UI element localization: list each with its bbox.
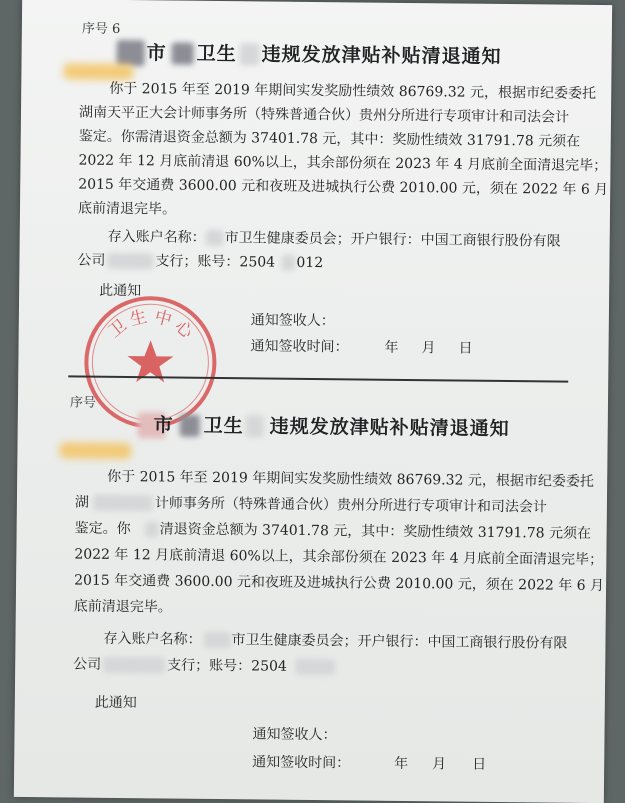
- sign-year: 年: [384, 339, 399, 356]
- notice-title: 违规发放津贴补贴清退通知: [269, 415, 510, 441]
- sign-person-label: 通知签收人：: [252, 726, 337, 744]
- paragraph-line: 你于 2015 年至 2019 年期间实发奖励性绩效 86769.32 元，根据市纪委委托: [109, 80, 597, 102]
- paragraph-line: 2015 年交通费 3600.00 元和夜班及进城执行公费 2010.00 元，须在 2022 年 6 月: [78, 176, 609, 199]
- redaction: [180, 415, 200, 437]
- redaction: [206, 230, 224, 246]
- redaction: [281, 255, 295, 271]
- paragraph-line: 湖南天平正大会计师事务所（特殊普通合伙）贵州分所进行专项审计和司法会计: [78, 104, 570, 126]
- paragraph-line: 鉴定。你: [74, 520, 131, 538]
- redaction: [116, 40, 144, 66]
- paragraph-line: 计师事务所（特殊普通合伙）贵州分所进行专项审计和司法会计: [154, 495, 547, 516]
- account-name-value: 市卫生健康委员会；开户银行：中国工商银行股份有限: [231, 632, 568, 652]
- highlight-mark: [59, 442, 131, 459]
- notice-title-city: 市: [153, 414, 174, 437]
- document-page: [14, 0, 612, 803]
- paragraph-line: 底前清退完毕。: [77, 200, 177, 218]
- sequence-number: 序号: [69, 395, 97, 411]
- paragraph-line: 底前清退完毕。: [73, 598, 172, 616]
- redaction: [240, 43, 260, 65]
- paragraph-line: 2022 年 12 月底前清退 60%以上，其余部份须在 2023 年 4 月底前全面清退完毕；: [78, 152, 608, 175]
- sign-day: 日: [458, 340, 473, 357]
- redaction: [145, 521, 159, 537]
- sequence-number: 序号 6: [81, 21, 121, 37]
- account-number: 支行；账号：2504: [155, 253, 276, 271]
- notice-title: 违规发放津贴补贴清退通知: [261, 43, 502, 68]
- account-line: 公司: [77, 252, 106, 269]
- sign-time-label: 通知签收时间：: [250, 338, 349, 356]
- redaction: [203, 632, 231, 648]
- notice-closing: 此通知: [94, 694, 137, 712]
- redaction: [93, 495, 153, 512]
- notice-title-health: 卫生: [203, 414, 244, 438]
- paragraph-line: 湖: [74, 494, 90, 511]
- account-number: 支行；账号：2504: [167, 657, 287, 675]
- paragraph-line: 你于 2015 年至 2019 年期间实发奖励性绩效 86769.32 元，根据市纪委委托: [107, 468, 595, 490]
- notice-title-city: 市: [146, 42, 167, 65]
- notice-closing: 此通知: [99, 282, 142, 300]
- redaction: [172, 43, 194, 65]
- account-name-label: 存入账户名称：: [103, 630, 202, 648]
- notice-title-health: 卫生: [196, 42, 237, 66]
- seal-char: 卫: [105, 315, 131, 343]
- sign-year: 年: [394, 755, 409, 773]
- paragraph-line: 2022 年 12 月底前清退 60%以上，其余部份须在 2023 年 4 月底前全面清退完毕；: [74, 546, 604, 569]
- sign-person-label: 通知签收人：: [250, 312, 335, 330]
- paragraph-line: 2015 年交通费 3600.00 元和夜班及进城执行公费 2010.00 元，须在 2022 年 6 月: [74, 572, 605, 595]
- seal-char: 生: [127, 307, 150, 331]
- account-name-value: 市卫生健康委员会；开户银行：中国工商银行股份有限: [224, 230, 561, 250]
- account-name-label: 存入账户名称：: [107, 228, 206, 246]
- sign-day: 日: [472, 756, 487, 773]
- redaction: [103, 657, 165, 674]
- paragraph-line: 鉴定。你需清退资金总额为 37401.78 元，其中：奖励性绩效 31791.78 元须在: [78, 128, 581, 150]
- account-number-tail: 012: [296, 254, 324, 272]
- sign-time-label: 通知签收时间：: [252, 754, 351, 772]
- redaction: [246, 415, 264, 437]
- seal-char: 中: [152, 307, 174, 331]
- redaction: [295, 659, 335, 675]
- paragraph-line: 清退资金总额为 37401.78 元，其中：奖励性绩效 31791.78 元须在: [159, 521, 592, 542]
- account-line: 公司: [73, 656, 102, 673]
- redaction: [107, 253, 153, 269]
- sign-month: 月: [421, 340, 436, 357]
- seal-char: 心: [170, 316, 197, 343]
- sign-month: 月: [432, 756, 447, 773]
